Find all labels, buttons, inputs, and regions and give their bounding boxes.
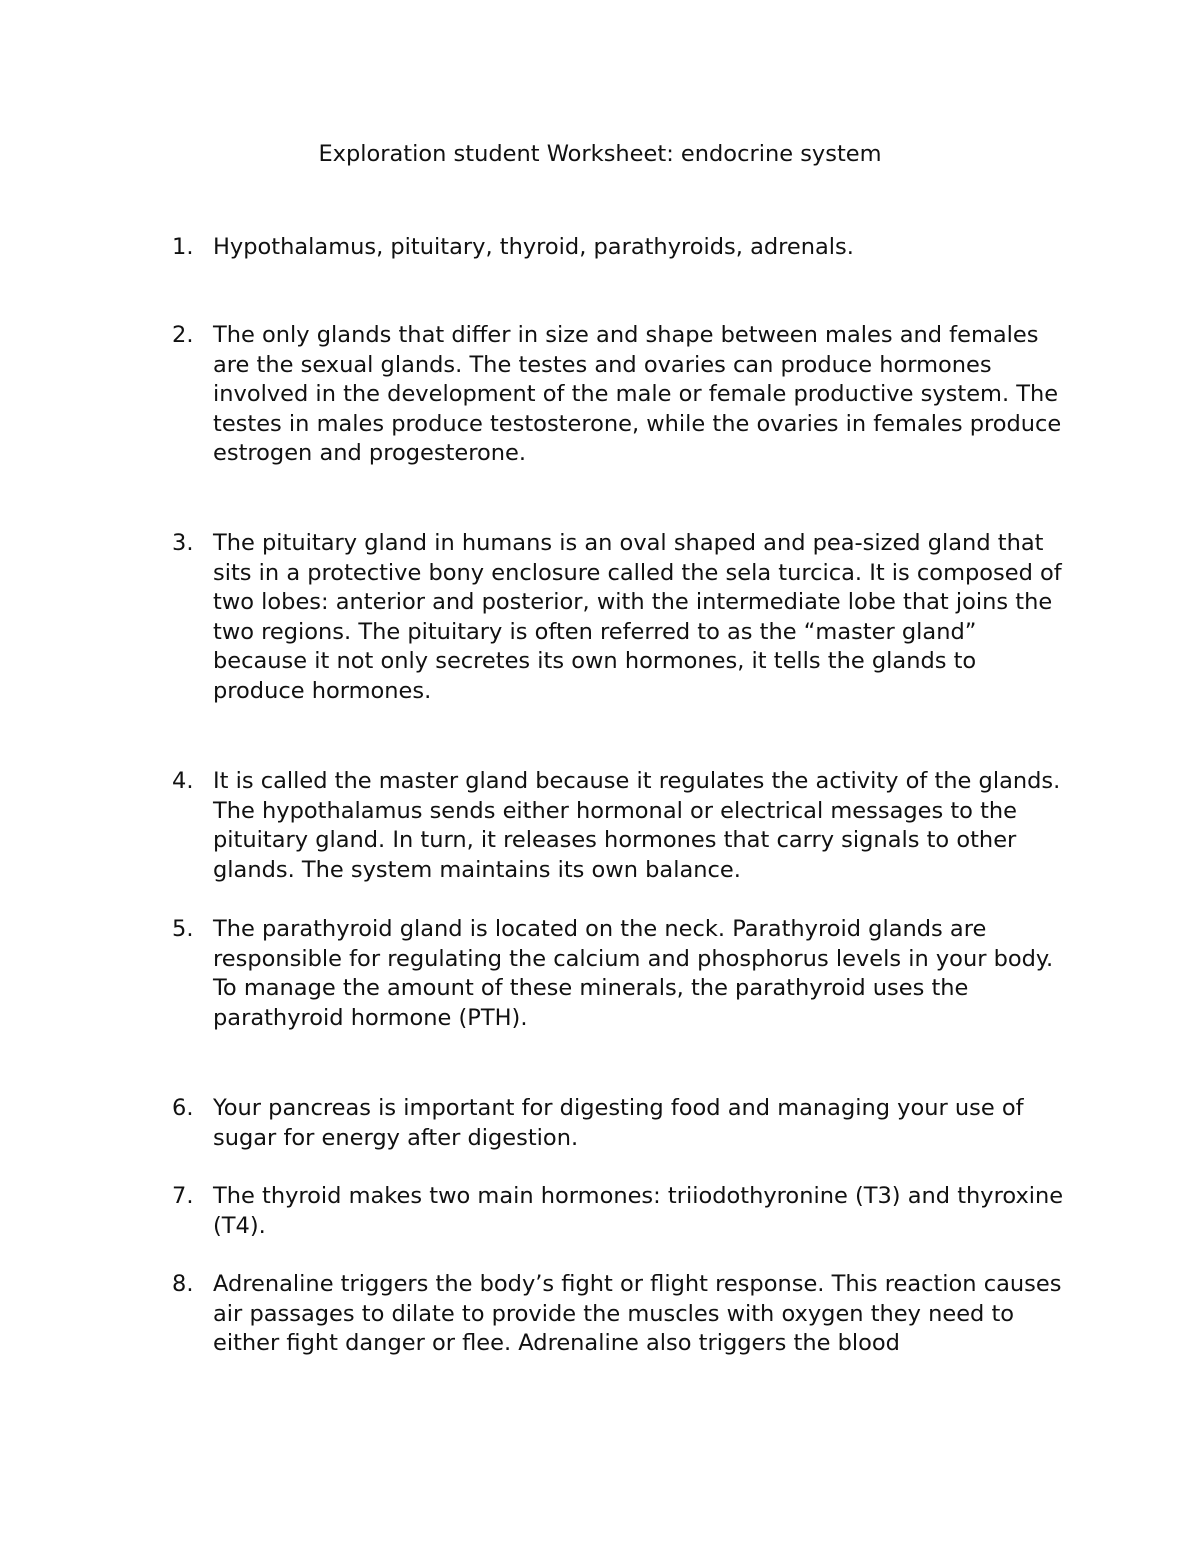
list-item-number: 7. <box>172 1183 194 1209</box>
list-item-text: Adrenaline triggers the body’s fight or flight response. This reaction causes air passages to dilate to provide the muscles with oxygen they need to either fight danger or flee. Adrenaline also triggers the blood <box>213 1271 1062 1357</box>
list-item <box>172 1182 1072 1241</box>
list-item-text: The thyroid makes two main hormones: triiodothyronine (T3) and thyroxine (T4). <box>213 1183 1064 1239</box>
list-item <box>172 1270 1072 1359</box>
list-item <box>172 1094 1072 1153</box>
list-item-number: 6. <box>172 1095 194 1121</box>
list-item-number: 8. <box>172 1271 194 1297</box>
list-item <box>172 321 1072 469</box>
page-title: Exploration student Worksheet: endocrine system <box>318 141 882 167</box>
list-item-number: 4. <box>172 768 194 794</box>
list-item-text: Hypothalamus, pituitary, thyroid, parathyroids, adrenals. <box>213 234 854 260</box>
list-item-text: It is called the master gland because it regulates the activity of the glands. The hypothalamus sends either hormonal or electrical messages to the pituitary gland. In turn, it releases hormones that carry signals to other glands. The system maintains its own balance. <box>213 768 1061 883</box>
list-item-text: The pituitary gland in humans is an oval shaped and pea-sized gland that sits in a protective bony enclosure called the sela turcica. It is composed of two lobes: anterior and posterior, with the intermediate lobe that joins the two regions. The pituitary is often referred to as the “master gland” because it not only secretes its own hormones, it tells the glands to produce hormones. <box>213 530 1062 704</box>
list-item <box>172 233 1072 263</box>
list-item-text: Your pancreas is important for digesting food and managing your use of sugar for energy after digestion. <box>213 1095 1024 1151</box>
list-item <box>172 767 1072 885</box>
list-item-number: 1. <box>172 234 194 260</box>
list-item-number: 2. <box>172 322 194 348</box>
list-item-number: 5. <box>172 916 194 942</box>
list-item-number: 3. <box>172 530 194 556</box>
list-item-text: The parathyroid gland is located on the neck. Parathyroid glands are responsible for regulating the calcium and phosphorus levels in your body. To manage the amount of these minerals, the parathyroid uses the parathyroid hormone (PTH). <box>213 916 1054 1031</box>
list-item <box>172 529 1072 707</box>
list-item-text: The only glands that differ in size and shape between males and females are the sexual glands. The testes and ovaries can produce hormones involved in the development of the male or female productive system. The testes in males produce testosterone, while the ovaries in females produce estrogen and progesterone. <box>213 322 1062 467</box>
list-item <box>172 915 1072 1033</box>
